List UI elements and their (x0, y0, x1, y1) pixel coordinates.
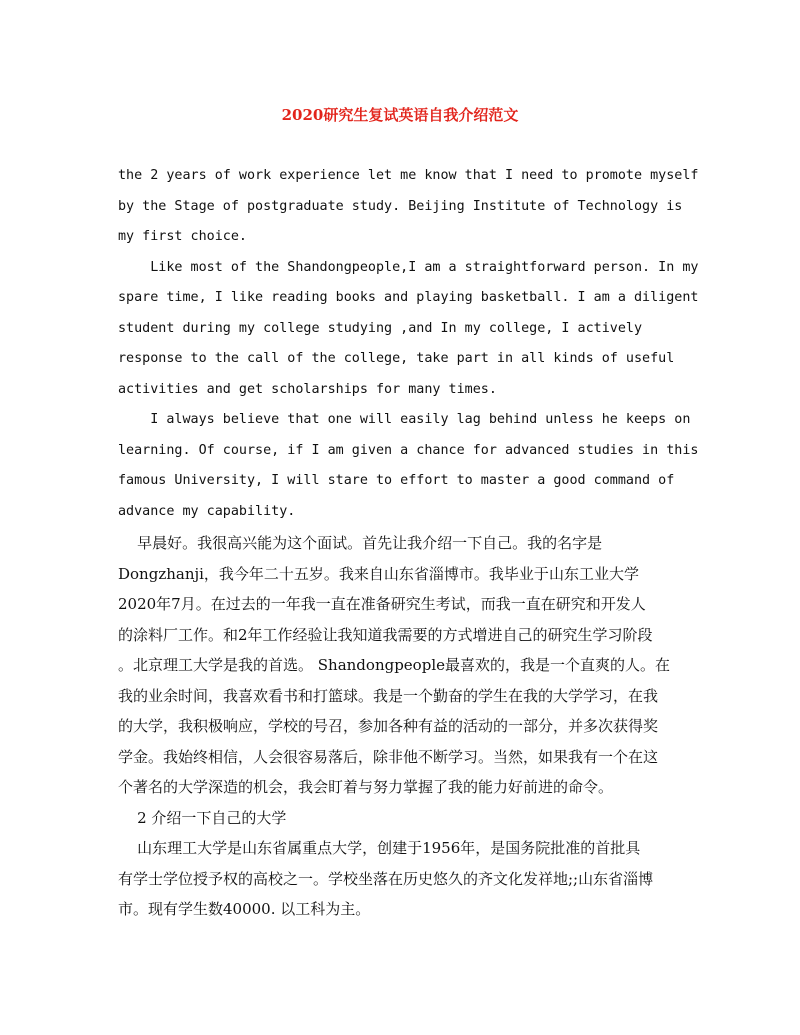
chinese-line: 的大学，我积极响应，学校的号召，参加各种有益的活动的一部分，并多次获得奖 (118, 717, 659, 735)
chinese-line: Dongzhanji，我今年二十五岁。我来自山东省淄博市。我毕业于山东工业大学 (118, 565, 639, 583)
english-line: the 2 years of work experience let me know that I need to promote myself (118, 168, 699, 183)
chinese-line: 有学士学位授予权的高校之一。学校坐落在历史悠久的齐文化发祥地;;山东省淄博 (118, 870, 654, 888)
chinese-line: 2020年7月。在过去的一年我一直在准备研究生考试，而我一直在研究和开发人 (118, 595, 646, 613)
english-line: I always believe that one will easily lag behind unless he keeps on (118, 412, 691, 427)
document-title: 2020研究生复试英语自我介绍范文 (281, 106, 519, 124)
chinese-line: 个著名的大学深造的机会，我会盯着与努力掌握了我的能力好前进的命令。 (118, 778, 614, 796)
chinese-line: 市。现有学生数40000. 以工科为主。 (118, 900, 371, 918)
english-line: spare time, I like reading books and playing basketball. I am a diligent (118, 290, 699, 305)
chinese-line: 学金。我始终相信，人会很容易落后，除非他不断学习。当然，如果我有一个在这 (118, 748, 659, 766)
chinese-line: 山东理工大学是山东省属重点大学，创建于1956年，是国务院批准的首批具 (118, 839, 641, 857)
chinese-line: 的涂料厂工作。和2年工作经验让我知道我需要的方式增进自己的研究生学习阶段 (118, 626, 653, 644)
english-line: by the Stage of postgraduate study. Beijing Institute of Technology is (118, 199, 683, 214)
english-line: learning. Of course, if I am given a chance for advanced studies in this (118, 443, 699, 458)
english-line: Like most of the Shandongpeople,I am a straightforward person. In my (118, 260, 699, 275)
chinese-line: 我的业余时间，我喜欢看书和打篮球。我是一个勤奋的学生在我的大学学习，在我 (118, 687, 659, 705)
chinese-line: 早晨好。我很高兴能为这个面试。首先让我介绍一下自己。我的名字是 (118, 534, 603, 552)
english-line: response to the call of the college, take part in all kinds of useful (118, 351, 675, 366)
english-line: famous University, I will stare to effort to master a good command of (118, 473, 675, 488)
english-line: my first choice. (118, 229, 247, 244)
english-line: activities and get scholarships for many times. (118, 382, 497, 397)
english-line: student during my college studying ,and In my college, I actively (118, 321, 643, 336)
chinese-line: 。北京理工大学是我的首选。 Shandongpeople最喜欢的，我是一个直爽的人。在 (118, 656, 670, 674)
english-line: advance my capability. (118, 504, 296, 519)
section-heading: 2 介绍一下自己的大学 (118, 809, 287, 827)
